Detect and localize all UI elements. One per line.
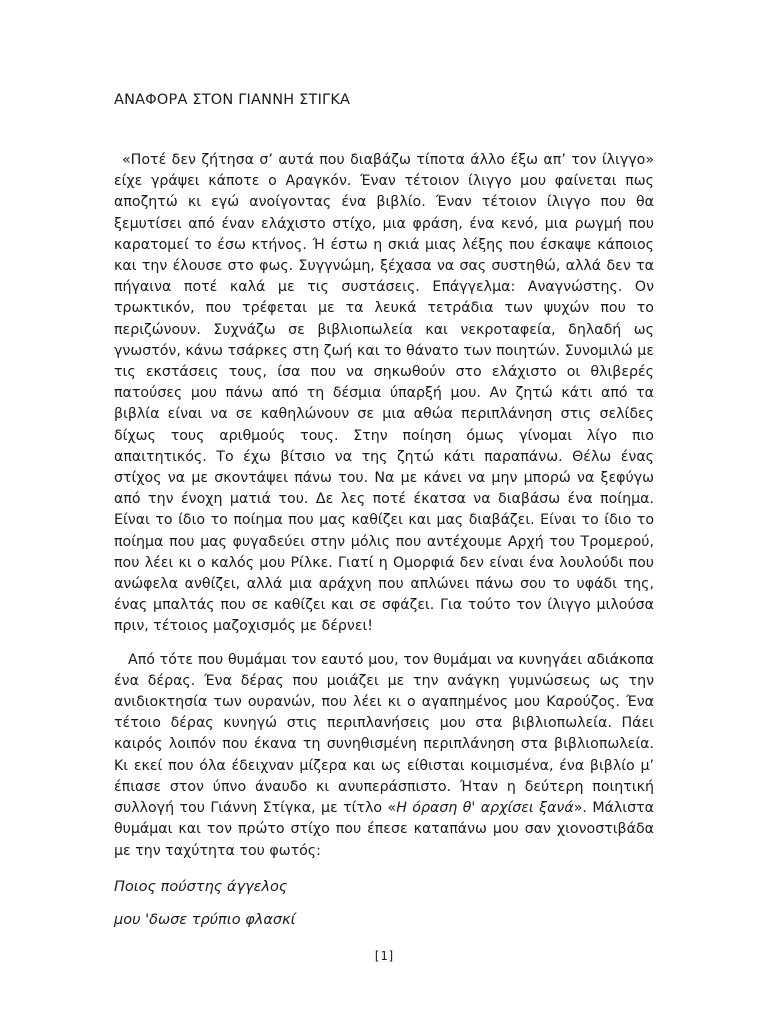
document-title: ΑΝΑΦΟΡΑ ΣΤΟΝ ΓΙΑΝΝΗ ΣΤΙΓΚΑ [114, 92, 351, 108]
page-number: [1] [373, 949, 395, 963]
verse-line-2: μου 'δωσε τρύπιο φλασκί [114, 912, 296, 928]
paragraph-2 [114, 650, 654, 862]
paragraph-2-text-start: Από τότε που θυμάμαι τον εαυτό μου, τον θυμάμαι να κυνηγάει αδιάκοπα ένα δέρας. Ένα δέρας που μοιάζει με την ανάγκη γυμνώσεως ως την ανιδιοκτησία των ουρανών, που λέει κι ο αγαπημένος μου Καρούζος. Ένα τέτοιο δέρας κυνηγώ στις περιπλανήσεις μου στα βιβλιοπωλεία. Πάει καιρός λοιπόν που έκανα τη συνηθισμένη περιπλάνηση στα βιβλιοπωλεία. Κι εκεί που όλα έδειχναν μίζερα και ως είθισται κοιμισμένα, ένα βιβλίο μ’ έπιασε στον ύπνο άναυδο κι ανυπεράσπιστο. Ήταν η δεύτερη ποιητική συλλογή του Γιάννη Στίγκα, με τίτλο « [114, 651, 654, 817]
document-body [114, 150, 654, 862]
paragraph-2-text-end: ». Μάλιστα θυμάμαι και τον πρώτο στίχο που έπεσε καταπάνω μου σαν χιονοστιβάδα με την ταχύτητα του φωτός: [114, 800, 654, 859]
paragraph-1: «Ποτέ δεν ζήτησα σ’ αυτά που διαβάζω τίποτα άλλο έξω απ’ τον ίλιγγο» είχε γράψει κάποτε ο Αραγκόν. Έναν τέτοιον ίλιγγο μου φαίνεται πως αποζητώ κι εγώ ανοίγοντας ένα βιβλίο. Έναν τέτοιον ίλιγγο που θα ξεμυτίσει από έναν ελάχιστο στίχο, μια φράση, ένα κενό, μια ρωγμή που καρατομεί το έσω κτήνος. Ή έστω η σκιά μιας λέξης που έσκαψε κάποιος και την έλουσε στο φως. Συγγνώμη, ξέχασα να σας συστηθώ, αλλά δεν τα πήγαινα ποτέ καλά με τις συστάσεις. Επάγγελμα: Αναγνώστης. Ον τρωκτικόν, που τρέφεται με τα λευκά τετράδια των ψυχών που το περιζώνουν. Συχνάζω σε βιβλιοπωλεία και νεκροταφεία, δηλαδή ως γνωστόν, κάνω τσάρκες στη ζωή και το θάνατο των ποιητών. Συνομιλώ με τις εκστάσεις τους, ίσα που να σηκωθούν στο ελάχιστο οι θλιβερές πατούσες μου πάνω από τη δέσμια ύπαρξή μου. Αν ζητώ κάτι από τα βιβλία είναι να σε καθηλώνουν σε μια αθώα περιπλάνηση στις σελίδες δίχως τους αριθμούς τους. Στην ποίηση όμως γίνομαι λίγο πιο απαιτητικός. Το έχω βίτσιο να της ζητώ κάτι παραπάνω. Θέλω ένας στίχος να με σκοντάψει πάνω του. Να με κάνει να μην μπορώ να ξεφύγω από την ένοχη ματιά του. Δε λες ποτέ έκατσα να διαβάσω ένα ποίημα. Είναι το ίδιο το ποίημα που μας καθίζει και μας διαβάζει. Είναι το ίδιο το ποίημα που μας φυγαδεύει στην μόλις που αντέχουμε Αρχή του Τρομερού, που λέει κι ο καλός μου Ρίλκε. Γιατί η Ομορφιά δεν είναι ένα λουλούδι που ανώφελα ανθίζει, αλλά μια αράχνη που απλώνει πάνω σου το υφάδι της, ένας μπαλτάς που σε καθίζει και σε σφάζει. Για τούτο τον ίλιγγο μιλούσα πριν, τέτοιος μαζοχισμός με δέρνει! [114, 152, 654, 635]
document-page [114, 0, 654, 1024]
verse-line-1: Ποιος πούστης άγγελος [114, 879, 288, 895]
book-title: Η όραση θ' αρχίσει ξανά [396, 800, 574, 817]
